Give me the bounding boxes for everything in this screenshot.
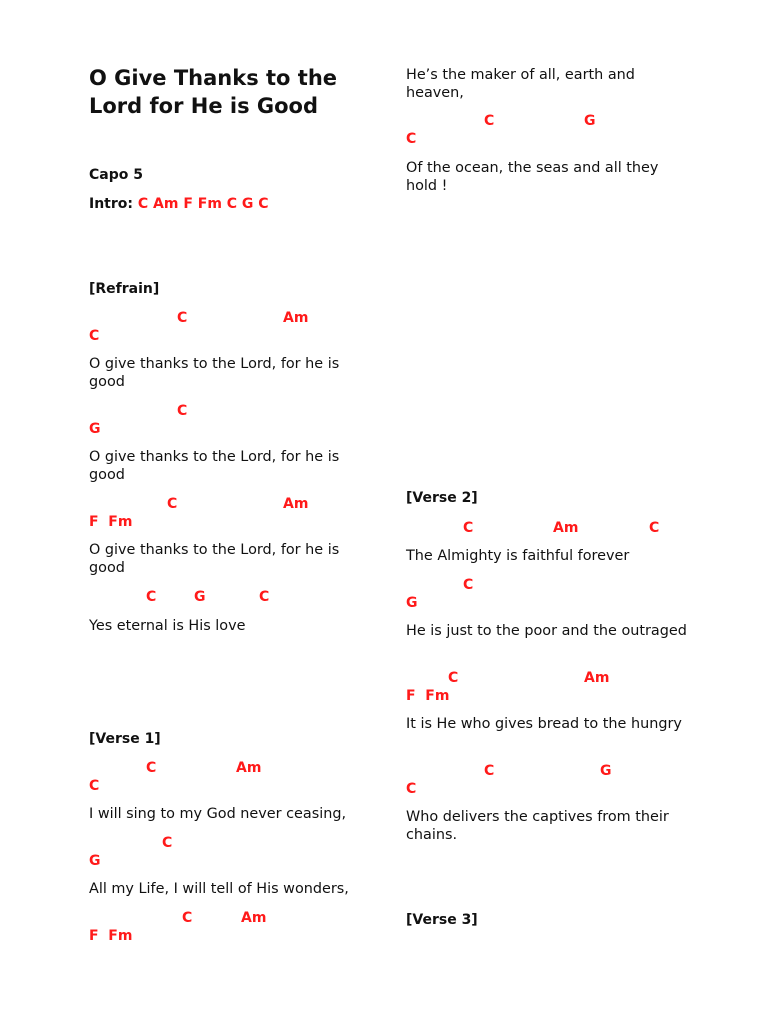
chord: C xyxy=(463,577,474,593)
chord: Am xyxy=(241,910,267,926)
chord: G xyxy=(600,763,612,779)
lyric-line: Who delivers the captives from their chains. xyxy=(406,809,669,843)
section-heading-verse-2: [Verse 2] xyxy=(406,490,478,506)
intro-label: Intro: xyxy=(89,196,133,212)
chord: C xyxy=(406,131,417,147)
chord: C xyxy=(89,778,100,794)
section-heading-refrain: [Refrain] xyxy=(89,281,160,297)
chord: G xyxy=(89,421,101,437)
chord: F Fm xyxy=(89,928,133,944)
lyric-line: Of the ocean, the seas and all they hold ! xyxy=(406,160,659,194)
lyric-line: O give thanks to the Lord, for he is good xyxy=(89,449,340,483)
capo-label: Capo 5 xyxy=(89,167,143,183)
chord: C xyxy=(177,403,188,419)
chord: C xyxy=(259,589,270,605)
chord: C xyxy=(146,589,157,605)
lyric-line: I will sing to my God never ceasing, xyxy=(89,806,347,822)
chord: G xyxy=(194,589,206,605)
chord: C xyxy=(649,520,660,536)
intro-line xyxy=(89,195,269,213)
lyric-line: The Almighty is faithful forever xyxy=(406,548,630,564)
page-title: O Give Thanks to the Lord for He is Good xyxy=(89,66,338,118)
chord: F Fm xyxy=(406,688,450,704)
chord: C xyxy=(89,328,100,344)
chord: C xyxy=(146,760,157,776)
chord: G xyxy=(406,595,418,611)
chord: Am xyxy=(283,496,309,512)
section-heading-verse-1: [Verse 1] xyxy=(89,731,161,747)
lyric-line: He’s the maker of all, earth and heaven, xyxy=(406,67,635,101)
lyric-line: O give thanks to the Lord, for he is good xyxy=(89,356,340,390)
chord: C xyxy=(182,910,193,926)
lyric-line: It is He who gives bread to the hungry xyxy=(406,716,682,732)
chord: C xyxy=(177,310,188,326)
lyric-line: O give thanks to the Lord, for he is good xyxy=(89,542,340,576)
lyric-line: Yes eternal is His love xyxy=(89,618,246,634)
chord: Am xyxy=(283,310,309,326)
lyric-line: All my Life, I will tell of His wonders, xyxy=(89,881,349,897)
chord: C xyxy=(167,496,178,512)
chord: G xyxy=(89,853,101,869)
chord: Am xyxy=(236,760,262,776)
intro-chords: C Am F Fm C G C xyxy=(137,196,269,212)
section-heading-verse-3: [Verse 3] xyxy=(406,912,478,928)
chord: C xyxy=(463,520,474,536)
lyric-line: He is just to the poor and the outraged xyxy=(406,623,687,639)
chord: Am xyxy=(553,520,579,536)
chord: C xyxy=(484,113,495,129)
chord: Am xyxy=(584,670,610,686)
chord: C xyxy=(162,835,173,851)
chord: C xyxy=(406,781,417,797)
chord: C xyxy=(448,670,459,686)
chord: C xyxy=(484,763,495,779)
chord: G xyxy=(584,113,596,129)
chord: F Fm xyxy=(89,514,133,530)
